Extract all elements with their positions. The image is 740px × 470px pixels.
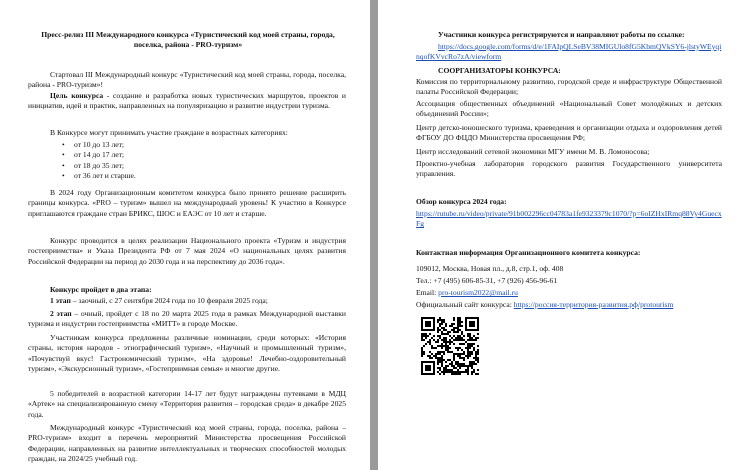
contact-email — [416, 288, 722, 298]
register-link[interactable] — [416, 42, 722, 63]
goal-label: Цель конкурса — [50, 91, 104, 100]
paragraph-2024: В 2024 году Организационным комитетом конкурса было принято решение расширить границы конкурса. «PRO – туризм» вышел на международный уровень! К участию в Конкурсе приглашаются граждане стран БРИКС, ШОС и ЕАЭС от 10 лет и старше. — [28, 188, 346, 218]
winners-paragraph: 5 победителей в возрастной категории 14-17 лет будут награждены путевками в МДЦ «Артек» на специализированную смену «Территория развития – городская среда» в декабре 2025 года. — [28, 389, 346, 419]
nominations-paragraph: Участникам конкурса предложены различные номинации, среди которых: «История страны, история народов - этнографический туризм», «Научный и промышленный туризм», «Почувствуй вкус! Гастрономический туризм», «На здоровье! Лечебно-оздоровительный туризм», «Экскурсионный туризм», «Гостеприимная семья» и многие другие. — [28, 333, 346, 374]
categories-intro: В Конкурсе могут принимать участие граждане в возрастных категориях: — [50, 128, 288, 137]
list-item: • от 18 до 35 лет; — [60, 161, 260, 171]
qr-code-icon — [421, 317, 479, 375]
contact-phone: Тел.: +7 (495) 606-85-31, +7 (926) 456-96-61 — [416, 276, 558, 285]
email-label: Email: — [416, 288, 439, 297]
organizer-item: Центр детско-юношеского туризма, краеведения и организации отдыха и оздоровления детей ФГБОУ ДО ФЦДО Министерства просвещения РФ; — [416, 123, 722, 143]
email-link[interactable]: pro-tourism2022@mail.ru — [438, 288, 518, 297]
contacts-title: Контактная информация Организационного комитета конкурса: — [416, 248, 641, 257]
stage-1-label: 1 этап — [50, 296, 71, 305]
goal-paragraph — [28, 91, 346, 112]
stage-1-text: – заочный, с 27 сентября 2024 года по 10 февраля 2025 года; — [70, 296, 268, 305]
stage-2-label: 2 этап — [50, 309, 72, 318]
stage-2 — [28, 309, 346, 330]
intro-paragraph: Стартовал III Международный конкурс «Туристический код моей страны, города, поселка, района - PRO-туризм»! — [28, 70, 346, 90]
age-categories-list — [60, 140, 260, 182]
stage-2-text: – очный, пройдет с 18 по 20 марта 2025 года в рамках Международной выставки туризма и индустрии гостеприимства «МИТТ» в городе Москве. — [28, 309, 346, 329]
site-link[interactable]: https://россия-территория-развития.рф/protourism — [513, 300, 674, 309]
organizer-item: Ассоциация общественных объединений «Национальный Совет молодёжных и детских объединений России»; — [416, 99, 722, 119]
contact-address: 109012, Москва, Новая пл., д.8, стр.1, оф. 408 — [416, 264, 564, 273]
stages-title: Конкурс пройдет в два этапа: — [50, 285, 152, 294]
list-item: • от 36 лет и старше. — [60, 171, 260, 181]
list-item: • от 14 до 17 лет; — [60, 150, 260, 160]
stage-1 — [28, 296, 346, 306]
ministry-paragraph: Международный конкурс «Туристический код моей страны, города, поселка, района – PRO-туризм» входит в перечень мероприятий Министерства просвещения Российской Федерации, направленных на развитие интеллектуальных и творческих способностей молодых граждан, на 2024/25 учебный год. — [28, 423, 346, 464]
contact-site — [416, 300, 736, 310]
goal-text: - создание и разработка новых туристических маршрутов, проектов и инициатив, идей и практик, направленных на популяризацию и развитие индустрии туризма. — [28, 91, 346, 111]
document-title: Пресс-релиз III Международного конкурса «Туристический код моей страны, города, поселка, района - PRO-туризм» — [41, 30, 335, 50]
document-page-right — [378, 0, 740, 470]
review-link-text[interactable]: https://rutube.ru/video/private/91b002296cc04783a1fe9323379c1070/?p=6oIZHxIRmq88Vy4GuecxFg — [416, 209, 722, 229]
review-title: Обзор конкурса 2024 года: — [416, 197, 507, 206]
list-item: • от 10 до 13 лет; — [60, 140, 260, 150]
organizer-item: Центр исследований сетевой экономики МГУ имени М. В. Ломоносова; — [416, 147, 650, 156]
site-label: Официальный сайт конкурса: — [416, 300, 514, 309]
organizer-item: Комиссия по территориальному развитию, городской среде и инфраструктуре Общественной палаты Российской Федерации; — [416, 77, 722, 97]
national-project-paragraph: Конкурс проводится в целях реализации Национального проекта «Туризм и индустрия гостеприимства» и Указа Президента РФ от 7 мая 2024 «О национальных целях развития Российской Федерации на период до 2030 года и на перспективу до 2036 года». — [28, 236, 346, 266]
review-link[interactable] — [416, 209, 722, 230]
register-link-text[interactable]: https://docs.google.com/forms/d/e/1FAIpQLSeBV38MIGUlo8fG5KbmQVkSY6-jlstyWEyqinqofKVvcRo7zA/viewform — [416, 42, 722, 62]
register-text: Участники конкурса регистрируются и направляют работы по ссылке: — [438, 30, 685, 39]
organizer-item: Проектно-учебная лаборатория городского развития Государственного университета управления. — [416, 159, 722, 179]
qr-code-graphic — [421, 317, 479, 375]
organizers-title: СООРГАНИЗАТОРЫ КОНКУРСА: — [438, 66, 561, 75]
